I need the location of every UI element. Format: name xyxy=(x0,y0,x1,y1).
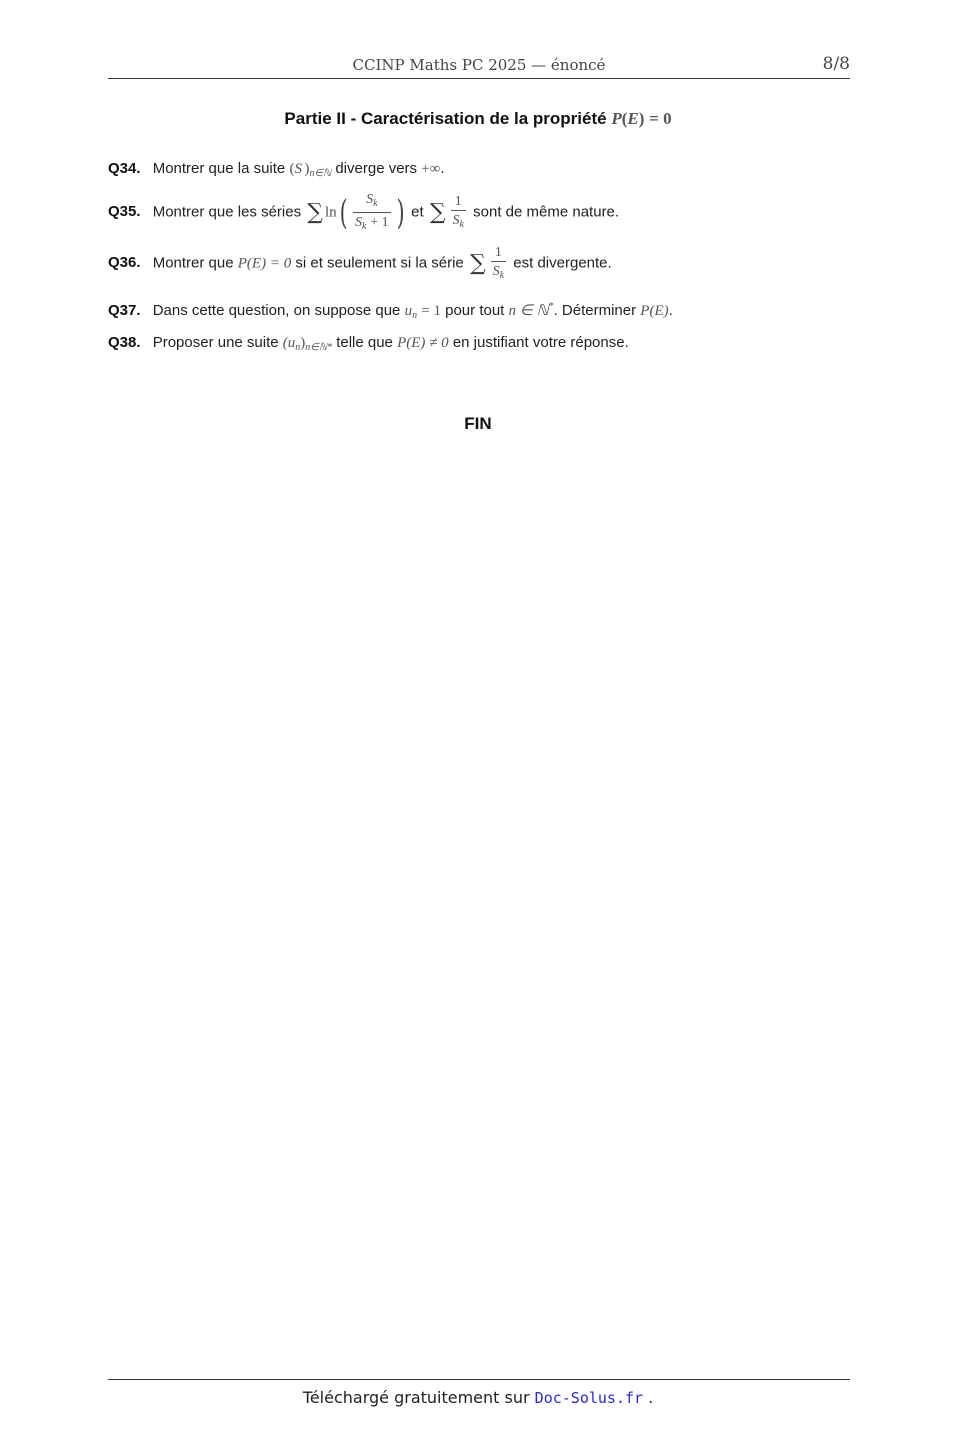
question-text: telle que xyxy=(336,334,393,351)
ln-operator: ln xyxy=(325,204,337,221)
footer-period: . xyxy=(648,1388,654,1407)
question-q35: Q35. Montrer que les séries ∑ ln( $\frac{S_k}{S_k + 1}$ ) et ∑ $\frac{1}{S_k}$ sont de même nature. xyxy=(108,190,619,235)
sum-symbol: ∑ xyxy=(429,200,446,226)
footer-text: Téléchargé gratuitement sur xyxy=(302,1388,530,1407)
question-text: sont de même nature. xyxy=(473,203,620,221)
math-infinity: +∞ xyxy=(421,161,441,177)
section-title-math-rest: = 0 xyxy=(649,109,672,128)
footer-link[interactable]: Doc-Solus.fr xyxy=(534,1389,644,1407)
math-index-set: n∈ℕ* xyxy=(305,342,333,353)
footer-divider xyxy=(108,1379,850,1380)
question-text: Montrer que les séries xyxy=(152,203,302,221)
question-text: est divergente. xyxy=(513,254,612,272)
header-title: CCINP Maths PC 2025 — énoncé xyxy=(352,56,606,74)
question-number: Q37. xyxy=(108,302,141,319)
math-index: n xyxy=(412,310,418,321)
fraction-one-over-sk: $\frac{1}{S_k}$ xyxy=(492,245,505,281)
question-number: Q34. xyxy=(108,160,141,177)
page-header xyxy=(108,54,850,79)
question-text: si et seulement si la série xyxy=(295,254,464,272)
question-number: Q35. xyxy=(108,203,141,221)
sum-symbol: ∑ xyxy=(469,251,486,277)
math-s: S xyxy=(294,161,302,177)
math-equation: P(E) = 0 xyxy=(237,255,292,272)
question-text: pour tout xyxy=(445,302,505,319)
question-text: Montrer que xyxy=(152,254,234,272)
sum-symbol: ∑ xyxy=(307,200,323,226)
page-footer xyxy=(0,1388,956,1407)
fraction-one-over-sk: $\frac{1}{S_k}$ xyxy=(452,194,464,230)
question-text: . Déterminer xyxy=(553,302,637,319)
period: . xyxy=(668,302,673,319)
math-u: (u xyxy=(282,335,296,351)
question-text: diverge vers xyxy=(335,160,418,177)
question-text: Dans cette question, on suppose que xyxy=(152,302,401,319)
math-equals-one: = 1 xyxy=(421,303,441,319)
math-star: * xyxy=(548,301,554,312)
math-p-of-e: P(E) xyxy=(640,303,669,319)
section-title: Partie II - Caractérisation de la propriété P(E) = 0 xyxy=(284,109,672,128)
question-q36 xyxy=(108,243,612,284)
question-q37 xyxy=(108,301,673,321)
math-inequality: P(E) ≠ 0 xyxy=(397,335,449,351)
section-title-math-p: P xyxy=(611,109,622,128)
math-index: n xyxy=(295,342,301,353)
question-q38: Q38. Proposer une suite $(u_n)_{n\in ℕ*}$ telle que P(E) ≠ 0 en justifiant votre réponse. xyxy=(108,334,629,353)
math-n-in-n: n ∈ ℕ xyxy=(508,303,549,319)
section-title-text: Partie II - Caractérisation de la propriété xyxy=(284,109,607,128)
period: . xyxy=(440,160,445,177)
question-text: en justifiant votre réponse. xyxy=(452,334,629,351)
fraction-sk-over-sk-plus-1: $\frac{S_k}{S_k + 1}$ xyxy=(354,192,389,232)
question-number: Q36. xyxy=(108,254,141,272)
end-marker: FIN xyxy=(464,414,492,433)
math-u: u xyxy=(404,303,413,319)
question-q34: Q34. Montrer que la suite (S )$_{n\in ℕ}$ diverge vers +∞. xyxy=(108,160,445,179)
question-text: Proposer une suite xyxy=(152,334,279,351)
section-title-math-e: E xyxy=(627,109,639,128)
math-index: n∈ℕ xyxy=(309,168,332,179)
question-text: Montrer que la suite xyxy=(152,160,286,177)
question-text: et xyxy=(411,203,424,221)
page-number: 8/8 xyxy=(822,54,850,74)
question-number: Q38. xyxy=(108,334,141,351)
